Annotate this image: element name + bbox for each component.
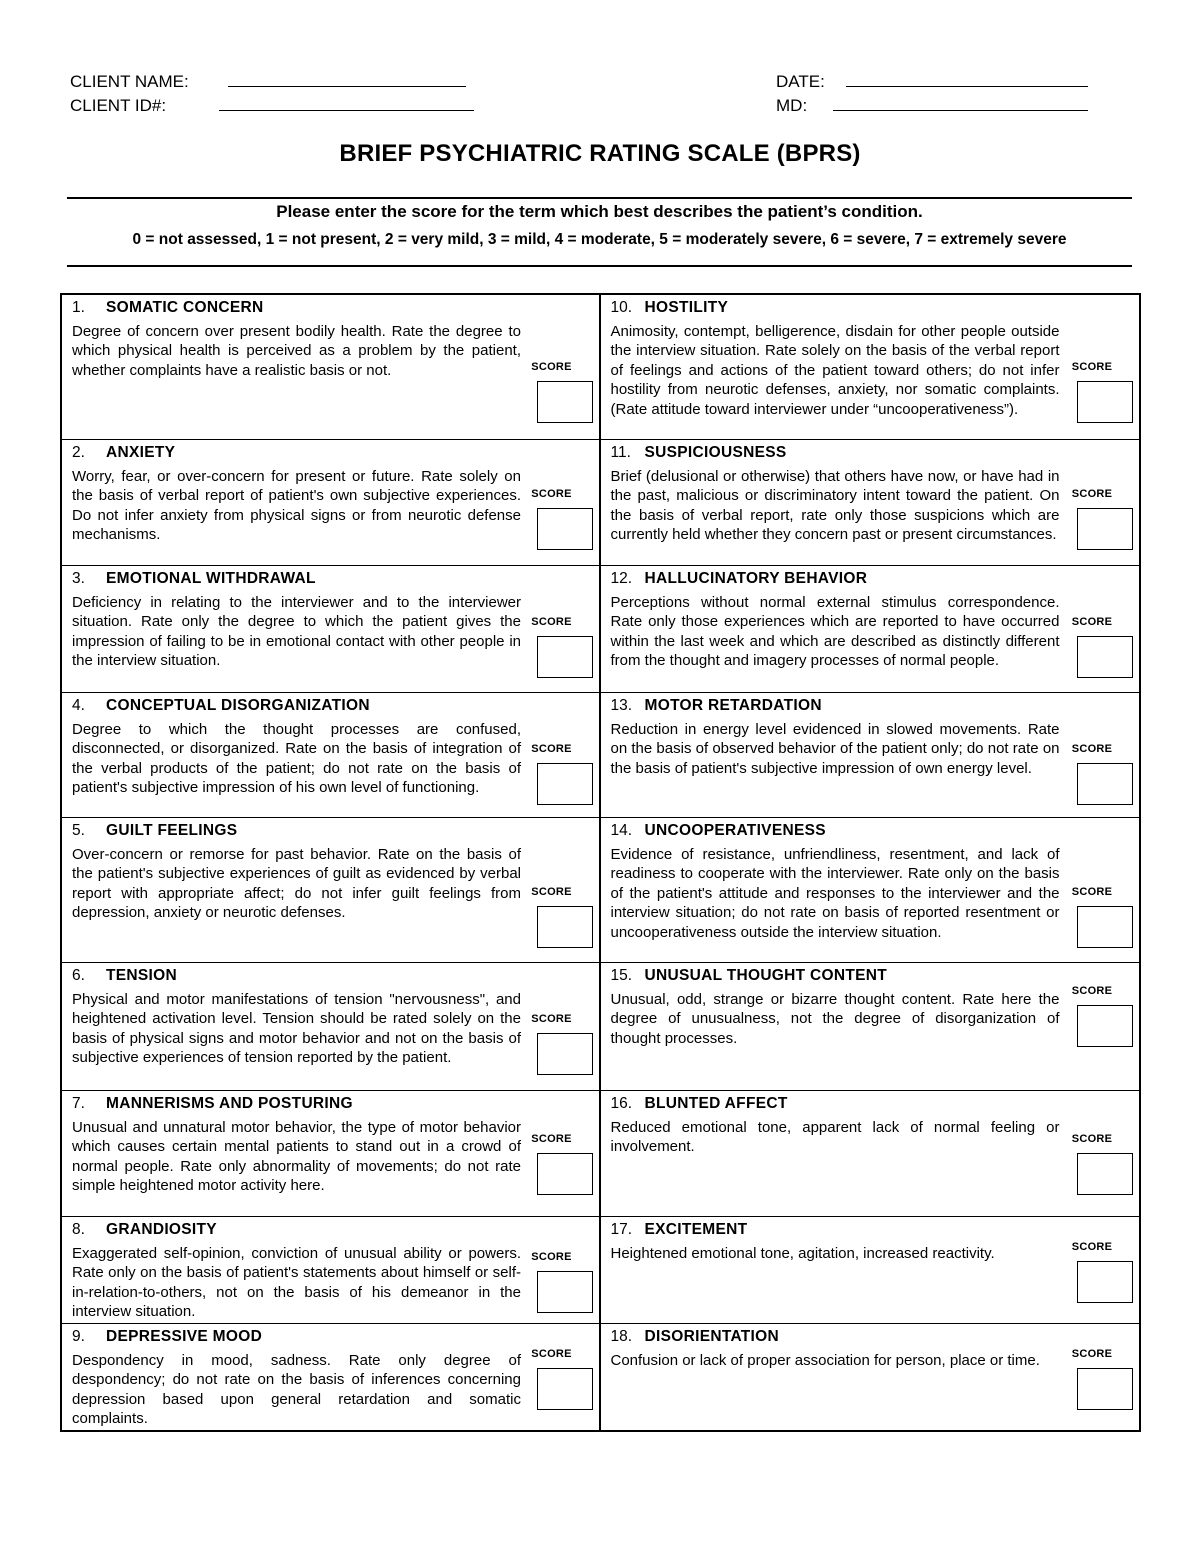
client-id-label: CLIENT ID#:: [70, 96, 167, 115]
grid-row: [62, 295, 1139, 439]
rating-item: [62, 566, 601, 692]
item-heading: [72, 1095, 353, 1113]
item-number: 13.: [610, 697, 633, 714]
item-description: Unusual and unnatural motor behavior, the type of motor behavior which causes certain mental patients to stand out in a crowd of normal people. Rate only abnormality of movements; do not rate simple heightened motor activity here.: [72, 1119, 521, 1195]
grid-row: [62, 1323, 1139, 1430]
rating-item: [62, 1217, 601, 1323]
item-heading: [611, 299, 729, 317]
score-label: SCORE: [531, 361, 572, 373]
score-label: SCORE: [1071, 985, 1113, 997]
item-title: GRANDIOSITY: [106, 1221, 217, 1238]
score-input-box[interactable]: [537, 763, 593, 805]
item-description: Confusion or lack of proper association for person, place or time.: [610, 1352, 1040, 1369]
item-number: 1.: [72, 299, 85, 316]
grid-row: [62, 439, 1139, 565]
item-title: EMOTIONAL WITHDRAWAL: [106, 570, 316, 587]
item-title: DISORIENTATION: [644, 1328, 780, 1345]
score-label: SCORE: [1071, 1241, 1113, 1253]
item-number: 9.: [72, 1328, 85, 1345]
item-number: 4.: [72, 697, 85, 714]
rating-item: [62, 440, 601, 565]
item-number: 17.: [610, 1221, 633, 1238]
score-input-box[interactable]: [1077, 381, 1133, 423]
item-description: Animosity, contempt, belligerence, disdain for other people outside the interview situation. Rate solely on the basis of the verbal report of feelings and actions of the patient toward others; do not infer hostility from neurotic defenses, anxiety, nor somatic complaints. (Rate attitude toward interviewer under “uncooperativeness”).: [610, 323, 1060, 418]
score-label: SCORE: [531, 886, 572, 898]
item-number: 10.: [610, 299, 633, 316]
item-title: CONCEPTUAL DISORGANIZATION: [106, 697, 370, 714]
score-input-box[interactable]: [1077, 508, 1133, 550]
score-input-box[interactable]: [537, 508, 593, 550]
score-label: SCORE: [1071, 743, 1113, 755]
item-description: Over-concern or remorse for past behavior. Rate on the basis of the patient's subjective experiences of guilt as evidenced by verbal report with appropriate affect; do not infer guilt feelings from depression, anxiety or neurotic defenses.: [72, 846, 521, 922]
item-heading: [611, 1221, 748, 1239]
score-label: SCORE: [1071, 616, 1113, 628]
grid-row: [62, 565, 1139, 692]
score-input-box[interactable]: [537, 636, 593, 678]
grid-row: [62, 962, 1139, 1090]
score-input-box[interactable]: [537, 1368, 593, 1410]
item-description: Physical and motor manifestations of tension "nervousness", and heightened activation level. Tension should be rated solely on the basis of physical signs and motor behavior and not on the basis of subjective experiences of tension reported by the patient.: [72, 991, 521, 1067]
item-description: Degree of concern over present bodily health. Rate the degree to which physical health is perceived as a problem by the patient, whether complaints have a realistic basis or not.: [72, 323, 521, 379]
item-heading: [72, 570, 316, 588]
score-input-box[interactable]: [1077, 1261, 1133, 1303]
instructions-line: Please enter the score for the term which best describes the patient’s condition.: [276, 202, 923, 221]
item-description: Deficiency in relating to the interviewer and to the interviewer situation. Rate only the degree to which the patient gives the impression of failing to be in emotional contact with other people in the interview situation.: [72, 594, 521, 670]
grid-row: [62, 817, 1139, 962]
item-number: 12.: [610, 570, 633, 587]
item-heading: [611, 1328, 780, 1346]
score-label: SCORE: [1071, 886, 1113, 898]
item-number: 2.: [72, 444, 85, 461]
date-field[interactable]: [846, 86, 1088, 87]
item-title: SUSPICIOUSNESS: [644, 444, 787, 461]
item-heading: [611, 1095, 788, 1113]
top-divider: [67, 197, 1132, 199]
item-number: 15.: [610, 967, 633, 984]
item-title: HOSTILITY: [644, 299, 729, 316]
item-number: 18.: [610, 1328, 633, 1345]
item-description: Heightened emotional tone, agitation, increased reactivity.: [610, 1245, 995, 1262]
item-number: 8.: [72, 1221, 85, 1238]
score-input-box[interactable]: [537, 906, 593, 948]
score-input-box[interactable]: [1077, 906, 1133, 948]
item-heading: [72, 697, 370, 715]
item-description: Evidence of resistance, unfriendliness, resentment, and lack of readiness to cooperate with the interviewer. Rate only on the basis of the patient's attitude and responses to the interviewer and the interview situation; do not rate on basis of reported resentment or uncooperativeness outside the interview situation.: [610, 846, 1060, 941]
score-input-box[interactable]: [1077, 636, 1133, 678]
item-number: 3.: [72, 570, 85, 587]
rating-scale-legend: 0 = not assessed, 1 = not present, 2 = very mild, 3 = mild, 4 = moderate, 5 = moderately severe, 6 = severe, 7 = extremely severe: [132, 231, 1067, 248]
score-label: SCORE: [1071, 1133, 1113, 1145]
item-number: 14.: [610, 822, 633, 839]
rating-item: [601, 963, 1140, 1090]
rating-item: [62, 818, 601, 962]
item-description: Exaggerated self-opinion, conviction of unusual ability or powers. Rate only on the basis of patient's statements about himself or self-in-relation-to-others, not on the basis of his demeanor in the interview situation.: [72, 1245, 521, 1321]
item-number: 5.: [72, 822, 85, 839]
item-heading: [611, 822, 826, 840]
item-description: Perceptions without normal external stimulus correspondence. Rate only those experiences which are reported to have occurred within the last week and which are described as distinctly different from the thought and imagery processes of normal people.: [610, 594, 1060, 670]
item-description: Worry, fear, or over-concern for present or future. Rate solely on the basis of verbal report of patient's own subjective experiences. Do not infer anxiety from physical signs or from neurotic defense mechanisms.: [72, 468, 521, 544]
rating-item: [601, 295, 1140, 439]
item-description: Reduction in energy level evidenced in slowed movements. Rate on the basis of observed behavior of the patient only; do not rate on the basis of patient's subjective impression of own energy level.: [610, 721, 1060, 777]
score-input-box[interactable]: [1077, 763, 1133, 805]
bottom-divider: [67, 265, 1132, 267]
date-label: DATE:: [776, 72, 825, 91]
rating-item: [601, 566, 1140, 692]
item-heading: [611, 570, 868, 588]
item-heading: [72, 822, 237, 840]
item-heading: [611, 967, 888, 985]
score-label: SCORE: [531, 616, 572, 628]
score-input-box[interactable]: [1077, 1153, 1133, 1195]
item-heading: [72, 1221, 217, 1239]
item-title: MOTOR RETARDATION: [644, 697, 822, 714]
rating-item: [62, 295, 601, 439]
rating-item: [62, 963, 601, 1090]
grid-row: [62, 1090, 1139, 1216]
score-label: SCORE: [531, 1348, 572, 1360]
score-label: SCORE: [1071, 361, 1113, 373]
item-title: BLUNTED AFFECT: [644, 1095, 788, 1112]
score-input-box[interactable]: [537, 381, 593, 423]
score-input-box[interactable]: [537, 1271, 593, 1313]
grid-row: [62, 692, 1139, 817]
rating-item: [601, 818, 1140, 962]
item-number: 11.: [610, 444, 631, 461]
rating-item: [62, 1091, 601, 1216]
score-label: SCORE: [1071, 488, 1113, 500]
item-heading: [72, 299, 264, 317]
item-title: TENSION: [106, 967, 177, 984]
item-description: Unusual, odd, strange or bizarre thought content. Rate here the degree of unusualness, not the degree of disorganization of thought processes.: [610, 991, 1060, 1047]
item-title: MANNERISMS AND POSTURING: [106, 1095, 353, 1112]
score-label: SCORE: [531, 488, 572, 500]
item-title: DEPRESSIVE MOOD: [106, 1328, 263, 1345]
item-heading: [72, 444, 175, 462]
score-label: SCORE: [1071, 1348, 1113, 1360]
item-description: Despondency in mood, sadness. Rate only degree of despondency; do not rate on the basis of inferences concerning depression based upon general retardation and somatic complaints.: [72, 1352, 521, 1428]
item-number: 6.: [72, 967, 85, 984]
client-name-field[interactable]: [228, 86, 466, 87]
item-heading: [72, 1328, 262, 1346]
item-title: UNUSUAL THOUGHT CONTENT: [644, 967, 888, 984]
md-label: MD:: [776, 96, 808, 115]
item-description: Brief (delusional or otherwise) that others have now, or have had in the past, malicious or discriminatory intent toward the patient. On the basis of verbal report, rate only those suspicions which are currently held whether they concern past or present circumstances.: [610, 468, 1060, 544]
item-title: ANXIETY: [106, 444, 176, 461]
client-name-label: CLIENT NAME:: [70, 72, 189, 91]
item-title: EXCITEMENT: [644, 1221, 748, 1238]
item-description: Degree to which the thought processes are confused, disconnected, or disorganized. Rate on the basis of integration of the verbal products of the patient; do not rate on the basis of patient's subjective impression of his own level of functioning.: [72, 721, 521, 797]
page-title: BRIEF PSYCHIATRIC RATING SCALE (BPRS): [339, 140, 861, 167]
item-title: HALLUCINATORY BEHAVIOR: [644, 570, 868, 587]
score-input-box[interactable]: [1077, 1005, 1133, 1047]
score-input-box[interactable]: [537, 1033, 593, 1075]
score-label: SCORE: [531, 743, 572, 755]
item-heading: [611, 697, 822, 715]
score-label: SCORE: [531, 1013, 572, 1025]
score-label: SCORE: [531, 1251, 572, 1263]
item-number: 16.: [610, 1095, 633, 1112]
item-number: 7.: [72, 1095, 85, 1112]
item-heading: [72, 967, 177, 985]
rating-item: [601, 440, 1140, 565]
grid-row: [62, 1216, 1139, 1323]
rating-grid: [60, 293, 1141, 1432]
score-label: SCORE: [531, 1133, 572, 1145]
rating-item: [601, 693, 1140, 817]
item-heading: [611, 444, 787, 462]
item-title: UNCOOPERATIVENESS: [644, 822, 826, 839]
rating-item: [62, 693, 601, 817]
rating-item: [601, 1091, 1140, 1216]
rating-item: [601, 1324, 1140, 1430]
item-title: GUILT FEELINGS: [106, 822, 238, 839]
client-id-field[interactable]: [219, 110, 474, 111]
item-title: SOMATIC CONCERN: [106, 299, 264, 316]
score-input-box[interactable]: [1077, 1368, 1133, 1410]
md-field[interactable]: [833, 110, 1088, 111]
score-input-box[interactable]: [537, 1153, 593, 1195]
rating-item: [601, 1217, 1140, 1323]
item-description: Reduced emotional tone, apparent lack of normal feeling or involvement.: [610, 1119, 1060, 1156]
rating-item: [62, 1324, 601, 1430]
